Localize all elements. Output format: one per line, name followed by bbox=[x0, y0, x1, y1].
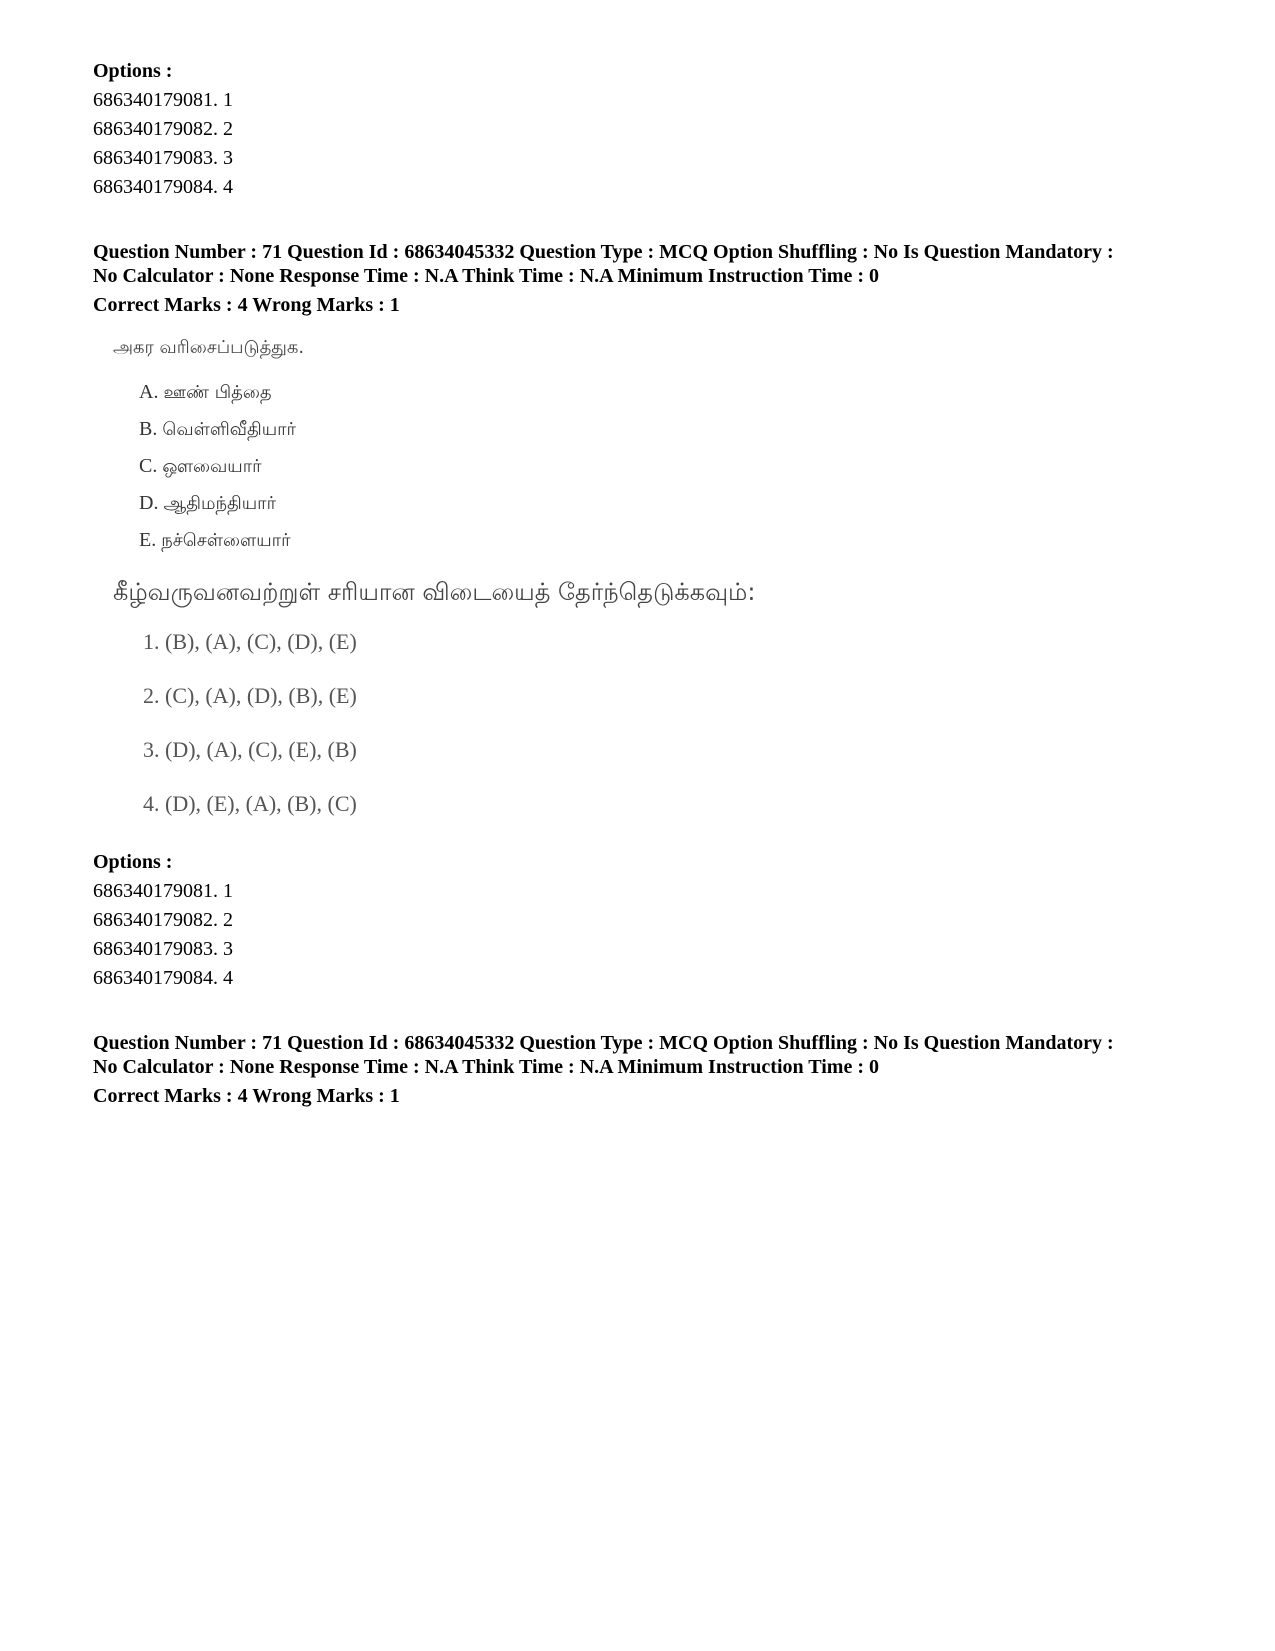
question-item-letter: C. bbox=[139, 455, 158, 477]
question-items-list bbox=[113, 374, 1013, 559]
question-marks: Correct Marks : 4 Wrong Marks : 1 bbox=[93, 294, 400, 316]
question-item-text: ஔவையார் bbox=[162, 456, 262, 477]
option-item: 686340179083. 3 bbox=[93, 147, 233, 169]
answer-choice: 3. (D), (A), (C), (E), (B) bbox=[143, 737, 357, 762]
options-block-top bbox=[93, 57, 1203, 202]
answer-choice: 1. (B), (A), (C), (D), (E) bbox=[143, 629, 357, 654]
question-item-text: ஊண் பித்தை bbox=[163, 382, 272, 403]
answer-choice: 2. (C), (A), (D), (B), (E) bbox=[143, 683, 357, 708]
question-header bbox=[93, 240, 1203, 317]
question-item-text: நச்செள்ளையார் bbox=[161, 530, 291, 551]
question-meta-line1: Question Number : 71 Question Id : 68634045332 Question Type : MCQ Option Shuffling : No Is Question Mandatory : bbox=[93, 241, 1114, 263]
options-title: Options : bbox=[93, 60, 173, 82]
option-item: 686340179082. 2 bbox=[93, 118, 233, 140]
question-meta-line2: No Calculator : None Response Time : N.A Think Time : N.A Minimum Instruction Time : 0 bbox=[93, 1056, 879, 1078]
question-item bbox=[139, 374, 1013, 411]
answer-choices-list bbox=[113, 615, 1013, 831]
question-instruction: அகர வரிசைப்படுத்துக. bbox=[113, 337, 305, 358]
question-item bbox=[139, 448, 1013, 485]
option-item: 686340179081. 1 bbox=[93, 880, 233, 902]
options-block-bottom bbox=[93, 848, 1203, 993]
question-item bbox=[139, 485, 1013, 522]
question-item-text: ஆதிமந்தியார் bbox=[163, 493, 276, 514]
question-item-letter: E. bbox=[139, 529, 157, 551]
question-item-letter: A. bbox=[139, 381, 159, 403]
question-item-letter: D. bbox=[139, 492, 159, 514]
question-marks: Correct Marks : 4 Wrong Marks : 1 bbox=[93, 1085, 400, 1107]
answer-choice: 4. (D), (E), (A), (B), (C) bbox=[143, 791, 357, 816]
question-item-text: வெள்ளிவீதியார் bbox=[162, 419, 296, 440]
question-item-letter: B. bbox=[139, 418, 158, 440]
option-item: 686340179084. 4 bbox=[93, 967, 233, 989]
next-question-header bbox=[93, 1031, 1203, 1108]
option-item: 686340179082. 2 bbox=[93, 909, 233, 931]
question-choose-text: கீழ்வருவனவற்றுள் சரியான விடையைத் தேர்ந்தெடுக்கவும்: bbox=[113, 578, 756, 606]
question-item bbox=[139, 411, 1013, 448]
options-title: Options : bbox=[93, 851, 173, 873]
question-item bbox=[139, 522, 1013, 559]
question-meta-line2: No Calculator : None Response Time : N.A Think Time : N.A Minimum Instruction Time : 0 bbox=[93, 265, 879, 287]
question-body bbox=[113, 336, 1013, 831]
option-item: 686340179084. 4 bbox=[93, 176, 233, 198]
option-item: 686340179081. 1 bbox=[93, 89, 233, 111]
option-item: 686340179083. 3 bbox=[93, 938, 233, 960]
question-meta-line1: Question Number : 71 Question Id : 68634045332 Question Type : MCQ Option Shuffling : No Is Question Mandatory : bbox=[93, 1032, 1114, 1054]
